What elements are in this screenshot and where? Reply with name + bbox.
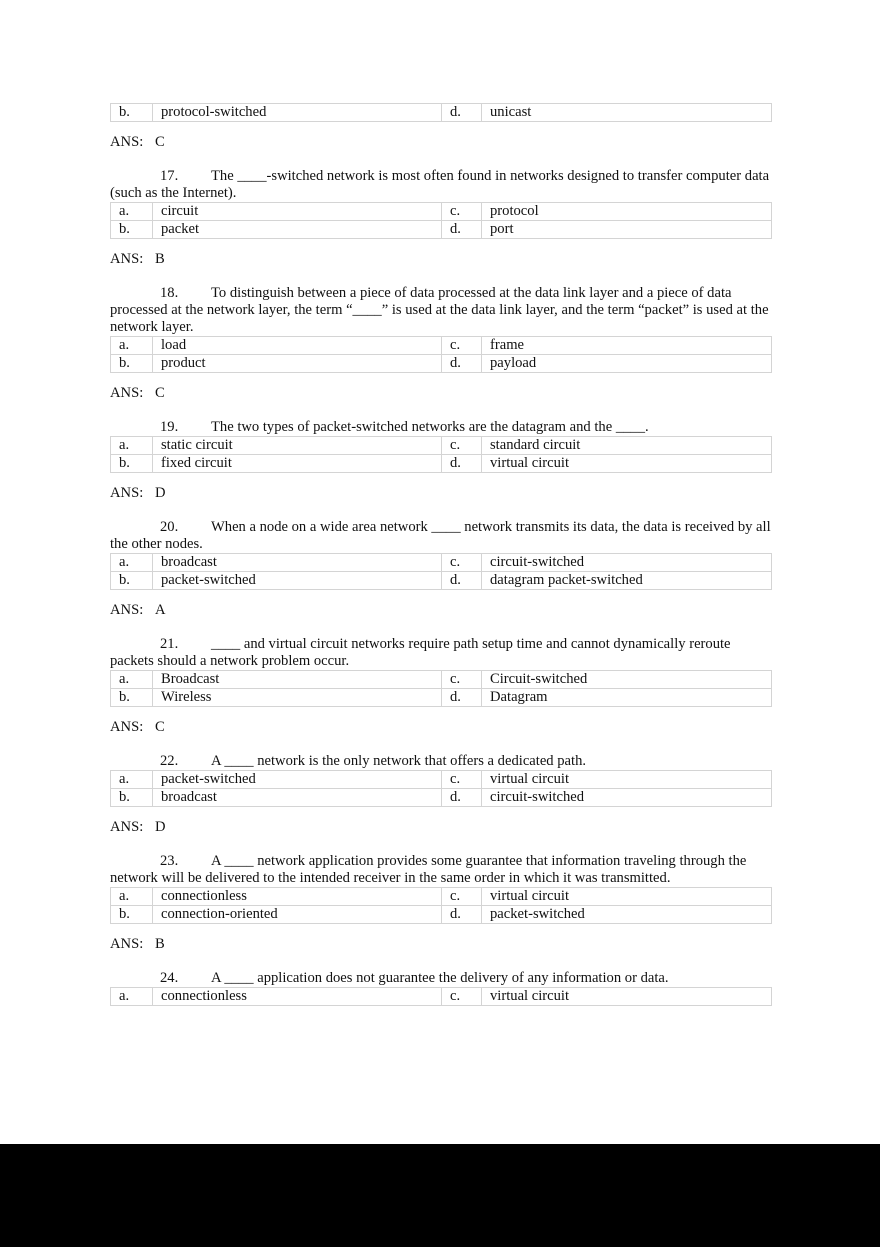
question-stem [110, 285, 771, 336]
options-row [111, 104, 772, 122]
answer-value: C [155, 134, 165, 150]
answer-value: D [155, 485, 166, 501]
option-letter: d. [442, 104, 482, 122]
option-letter: a. [111, 337, 153, 355]
answer-line [110, 602, 771, 619]
options-table [110, 887, 772, 924]
question-22 [110, 753, 771, 836]
option-text: static circuit [153, 437, 442, 455]
option-text: virtual circuit [482, 455, 772, 473]
question-text: ____ and virtual circuit networks require path setup time and cannot dynamically reroute packets should a network problem occur. [110, 636, 731, 669]
options-row [111, 554, 772, 572]
options-table [110, 553, 772, 590]
options-row [111, 572, 772, 590]
answer-value: C [155, 385, 165, 401]
question-number: 21. [160, 636, 179, 652]
options-row [111, 906, 772, 924]
option-letter: a. [111, 554, 153, 572]
answer-value: A [155, 602, 166, 618]
option-letter: b. [111, 455, 153, 473]
options-table [110, 770, 772, 807]
option-letter: b. [111, 572, 153, 590]
options-row [111, 988, 772, 1006]
option-letter: a. [111, 437, 153, 455]
option-letter: c. [442, 988, 482, 1006]
option-letter: d. [442, 455, 482, 473]
option-letter: c. [442, 203, 482, 221]
option-text: standard circuit [482, 437, 772, 455]
option-text: connectionless [153, 988, 442, 1006]
option-text: virtual circuit [482, 771, 772, 789]
question-text: To distinguish between a piece of data processed at the data link layer and a piece of data processed at the network layer, the term “____” is used at the data link layer, and the term “packet” is used at the network layer. [110, 285, 769, 335]
options-row [111, 689, 772, 707]
option-letter: b. [111, 906, 153, 924]
option-text: protocol-switched [153, 104, 442, 122]
option-letter: d. [442, 355, 482, 373]
question-number: 19. [160, 419, 179, 435]
option-letter: b. [111, 689, 153, 707]
option-letter: a. [111, 771, 153, 789]
question-text: The two types of packet-switched networks are the datagram and the ____. [211, 419, 649, 435]
option-letter: c. [442, 888, 482, 906]
option-letter: c. [442, 671, 482, 689]
options-row [111, 337, 772, 355]
viewer-background [0, 1144, 880, 1247]
option-text: unicast [482, 104, 772, 122]
question-24 [110, 970, 771, 1006]
answer-value: C [155, 719, 165, 735]
question-number: 17. [160, 168, 179, 184]
option-text: packet-switched [153, 771, 442, 789]
answer-line [110, 485, 771, 502]
option-text: circuit [153, 203, 442, 221]
option-text: circuit-switched [482, 554, 772, 572]
answer-label: ANS: [110, 134, 144, 150]
option-letter: c. [442, 771, 482, 789]
options-row [111, 221, 772, 239]
options-table [110, 987, 772, 1006]
option-letter: c. [442, 337, 482, 355]
option-text: protocol [482, 203, 772, 221]
answer-label: ANS: [110, 719, 144, 735]
question-text: A ____ network is the only network that offers a dedicated path. [211, 753, 587, 769]
option-text: virtual circuit [482, 988, 772, 1006]
question-number: 18. [160, 285, 179, 301]
options-table [110, 436, 772, 473]
options-row [111, 888, 772, 906]
answer-label: ANS: [110, 819, 144, 835]
option-text: frame [482, 337, 772, 355]
question-20 [110, 519, 771, 619]
options-table [110, 202, 772, 239]
question-number: 20. [160, 519, 179, 535]
option-text: packet-switched [153, 572, 442, 590]
options-row [111, 771, 772, 789]
option-letter: b. [111, 789, 153, 807]
partial-question [110, 103, 771, 151]
question-stem [110, 853, 771, 887]
option-text: port [482, 221, 772, 239]
answer-line [110, 251, 771, 268]
options-table [110, 336, 772, 373]
option-text: connection-oriented [153, 906, 442, 924]
answer-label: ANS: [110, 602, 144, 618]
answer-line [110, 819, 771, 836]
answer-line [110, 719, 771, 736]
option-letter: d. [442, 572, 482, 590]
answer-value: B [155, 251, 165, 267]
options-row [111, 437, 772, 455]
question-text: A ____ network application provides some guarantee that information traveling through the network will be delivered to the intended receiver in the same order in which it was transmitted. [110, 853, 747, 886]
question-text: When a node on a wide area network ____ network transmits its data, the data is received by all the other nodes. [110, 519, 771, 552]
options-row [111, 455, 772, 473]
option-letter: a. [111, 203, 153, 221]
option-letter: d. [442, 789, 482, 807]
question-stem [110, 636, 771, 670]
answer-label: ANS: [110, 251, 144, 267]
option-text: datagram packet-switched [482, 572, 772, 590]
options-row [111, 789, 772, 807]
option-text: payload [482, 355, 772, 373]
question-18 [110, 285, 771, 402]
options-row [111, 355, 772, 373]
question-stem [110, 168, 771, 202]
question-text: A ____ application does not guarantee the delivery of any information or data. [211, 970, 669, 986]
question-21 [110, 636, 771, 736]
option-letter: a. [111, 988, 153, 1006]
option-text: Wireless [153, 689, 442, 707]
options-table [110, 103, 772, 122]
question-stem [110, 519, 771, 553]
option-text: Broadcast [153, 671, 442, 689]
answer-value: B [155, 936, 165, 952]
option-text: load [153, 337, 442, 355]
option-letter: a. [111, 888, 153, 906]
question-stem [110, 753, 771, 770]
option-letter: b. [111, 221, 153, 239]
question-19 [110, 419, 771, 502]
option-text: product [153, 355, 442, 373]
question-text: The ____-switched network is most often found in networks designed to transfer computer data (such as the Internet). [110, 168, 770, 201]
question-number: 22. [160, 753, 179, 769]
answer-line [110, 936, 771, 953]
option-text: fixed circuit [153, 455, 442, 473]
option-text: Circuit-switched [482, 671, 772, 689]
answer-label: ANS: [110, 485, 144, 501]
option-letter: a. [111, 671, 153, 689]
option-text: circuit-switched [482, 789, 772, 807]
options-table [110, 670, 772, 707]
question-stem [110, 970, 771, 987]
option-letter: d. [442, 221, 482, 239]
option-text: packet [153, 221, 442, 239]
options-row [111, 203, 772, 221]
answer-label: ANS: [110, 936, 144, 952]
answer-value: D [155, 819, 166, 835]
option-text: connectionless [153, 888, 442, 906]
option-text: broadcast [153, 554, 442, 572]
answer-label: ANS: [110, 385, 144, 401]
option-text: virtual circuit [482, 888, 772, 906]
question-17 [110, 168, 771, 268]
option-text: packet-switched [482, 906, 772, 924]
answer-line [110, 385, 771, 402]
option-letter: d. [442, 906, 482, 924]
options-row [111, 671, 772, 689]
question-stem [110, 419, 771, 436]
question-number: 23. [160, 853, 179, 869]
answer-line [110, 134, 771, 151]
option-text: broadcast [153, 789, 442, 807]
question-23 [110, 853, 771, 953]
option-letter: c. [442, 437, 482, 455]
question-number: 24. [160, 970, 179, 986]
option-letter: d. [442, 689, 482, 707]
option-letter: b. [111, 104, 153, 122]
option-text: Datagram [482, 689, 772, 707]
page-content [110, 103, 771, 1006]
option-letter: b. [111, 355, 153, 373]
option-letter: c. [442, 554, 482, 572]
